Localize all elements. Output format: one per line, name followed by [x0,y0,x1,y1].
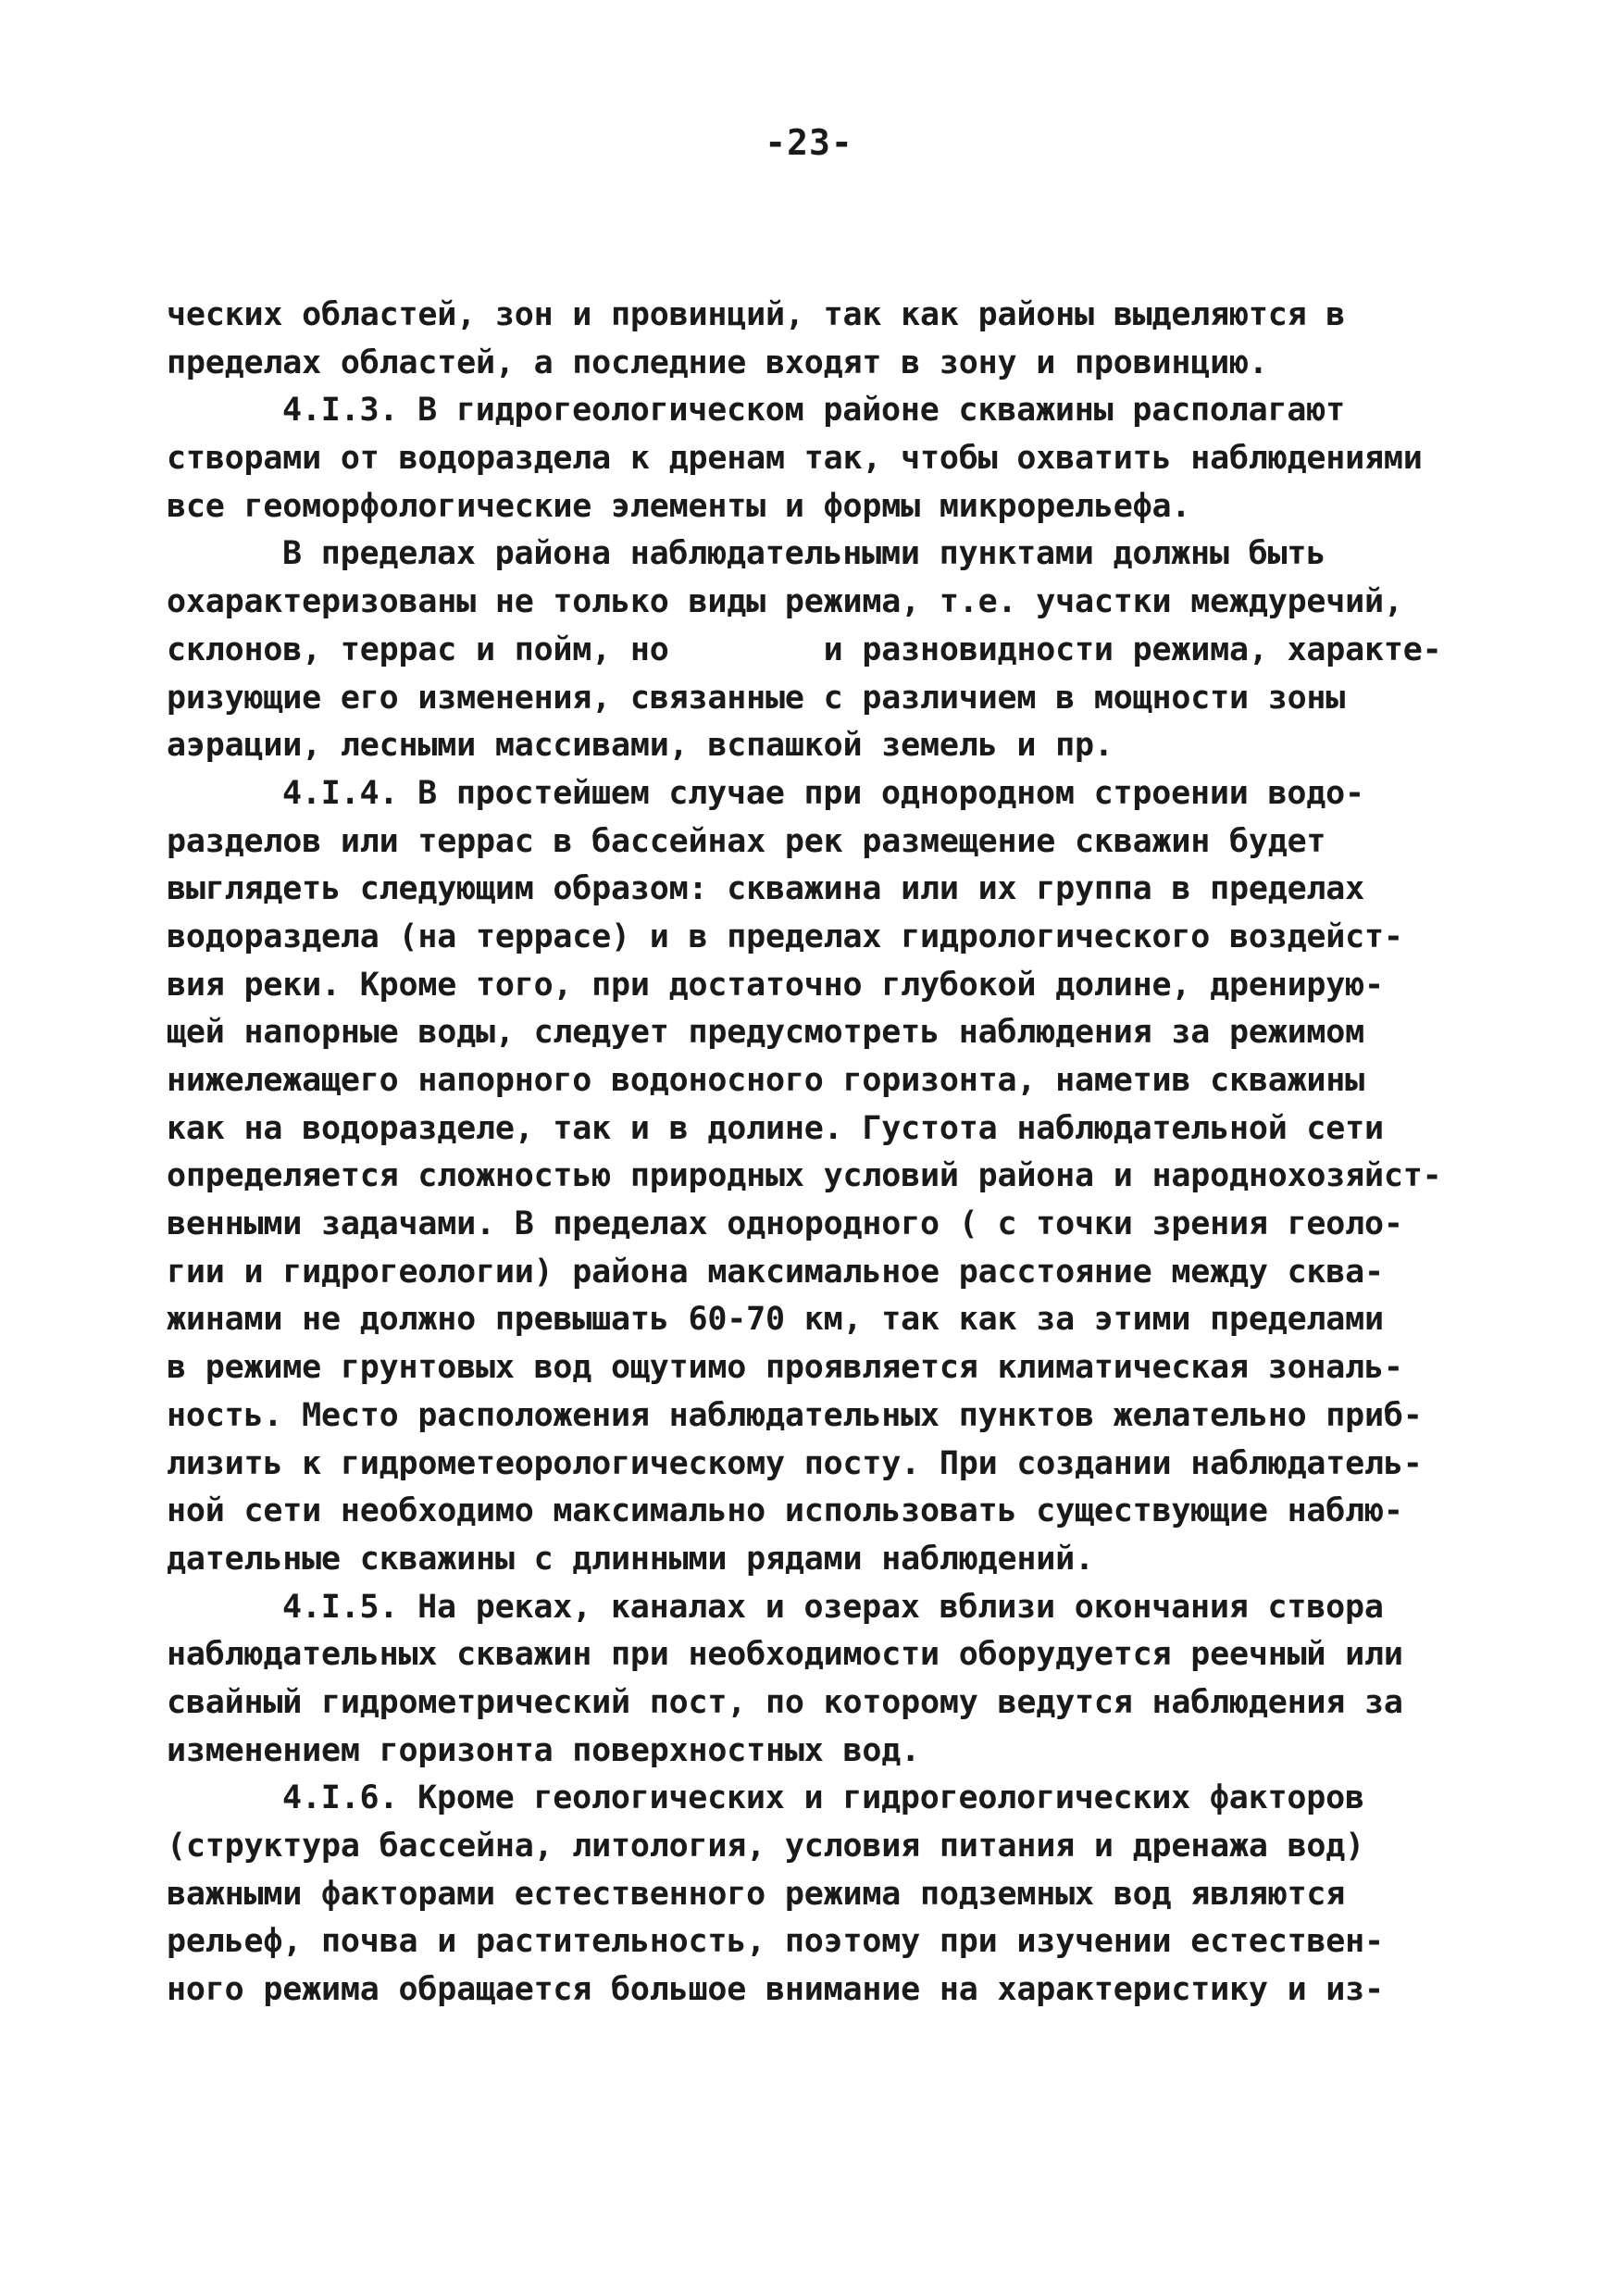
text-line: определяется сложностью природных условий района и народнохозяйст- [167,1157,1442,1195]
text-line: (структура бассейна, литология, условия питания и дренажа вод) [167,1828,1365,1865]
text-line: ность. Место расположения наблюдательных пунктов желательно приб- [167,1396,1423,1434]
text-line: ной сети необходимо максимально использовать существующие наблю- [167,1492,1403,1530]
text-line: створами от водораздела к дренам так, чтобы охватить наблюдениями [167,440,1423,478]
text-line: свайный гидрометрический пост, по которому ведутся наблюдения за [167,1683,1403,1721]
text-line: аэрации, лесными массивами, вспашкой земель и пр. [167,727,1114,765]
paragraph-start-line: 4.I.6. Кроме геологических и гидрогеологических факторов [282,1779,1364,1817]
text-line: в режиме грунтовых вод ощутимо проявляется климатическая зональ- [167,1349,1403,1387]
page-number: -23- [765,122,853,163]
text-line: важными факторами естественного режима подземных вод являются [167,1875,1346,1913]
text-line: ческих областей, зон и провинций, так как районы выделяются в [167,296,1346,333]
paragraph-start-line: В пределах района наблюдательными пунктами должны быть [282,535,1326,573]
text-line: жинами не должно превышать 60-70 км, так как за этими пределами [167,1301,1384,1339]
text-line: рельеф, почва и растительность, поэтому при изучении естествен- [167,1923,1384,1961]
text-line: гии и гидрогеологии) района максимальное расстояние между сква- [167,1253,1384,1291]
text-line: выглядеть следующим образом: скважина или их группа в пределах [167,870,1365,908]
text-line: склонов, террас и пойм, но и разновидности режима, характе- [167,630,1442,668]
text-line: лизить к гидрометеорологическому посту. При создании наблюдатель- [167,1444,1423,1482]
text-line: вия реки. Кроме того, при достаточно глубокой долине, дренирую- [167,966,1384,1004]
text-line: ного режима обращается большое внимание на характеристику и из- [167,1971,1384,2009]
text-line: венными задачами. В пределах однородного ( с точки зрения геоло- [167,1205,1403,1243]
text-line: охарактеризованы не только виды режима, т.е. участки междуречий, [167,583,1403,621]
text-line: разделов или террас в бассейнах рек размещение скважин будет [167,822,1326,860]
text-line: водораздела (на террасе) и в пределах гидрологического воздейст- [167,917,1403,955]
paragraph-start-line: 4.I.4. В простейшем случае при однородном строении водо- [282,774,1364,812]
text-line: все геоморфологические элементы и формы микрорельефа. [167,487,1191,525]
text-line: как на водоразделе, так и в долине. Густота наблюдательной сети [167,1109,1384,1147]
paragraph-start-line: 4.I.5. На реках, каналах и озерах вблизи окончания створа [282,1588,1384,1626]
text-line: изменением горизонта поверхностных вод. [167,1731,920,1769]
paragraph-start-line: 4.I.3. В гидрогеологическом районе скважины располагают [282,392,1345,430]
text-line: щей напорные воды, следует предусмотреть наблюдения за режимом [167,1014,1365,1052]
body-text [167,292,1462,2015]
text-line: нижележащего напорного водоносного горизонта, наметив скважины [167,1062,1365,1099]
text-line: ризующие его изменения, связанные с различием в мощности зоны [167,679,1346,717]
text-line: дательные скважины с длинными рядами наблюдений. [167,1540,1094,1578]
text-line: пределах областей, а последние входят в зону и провинцию. [167,343,1268,381]
text-line: наблюдательных скважин при необходимости оборудуется реечный или [167,1636,1403,1674]
